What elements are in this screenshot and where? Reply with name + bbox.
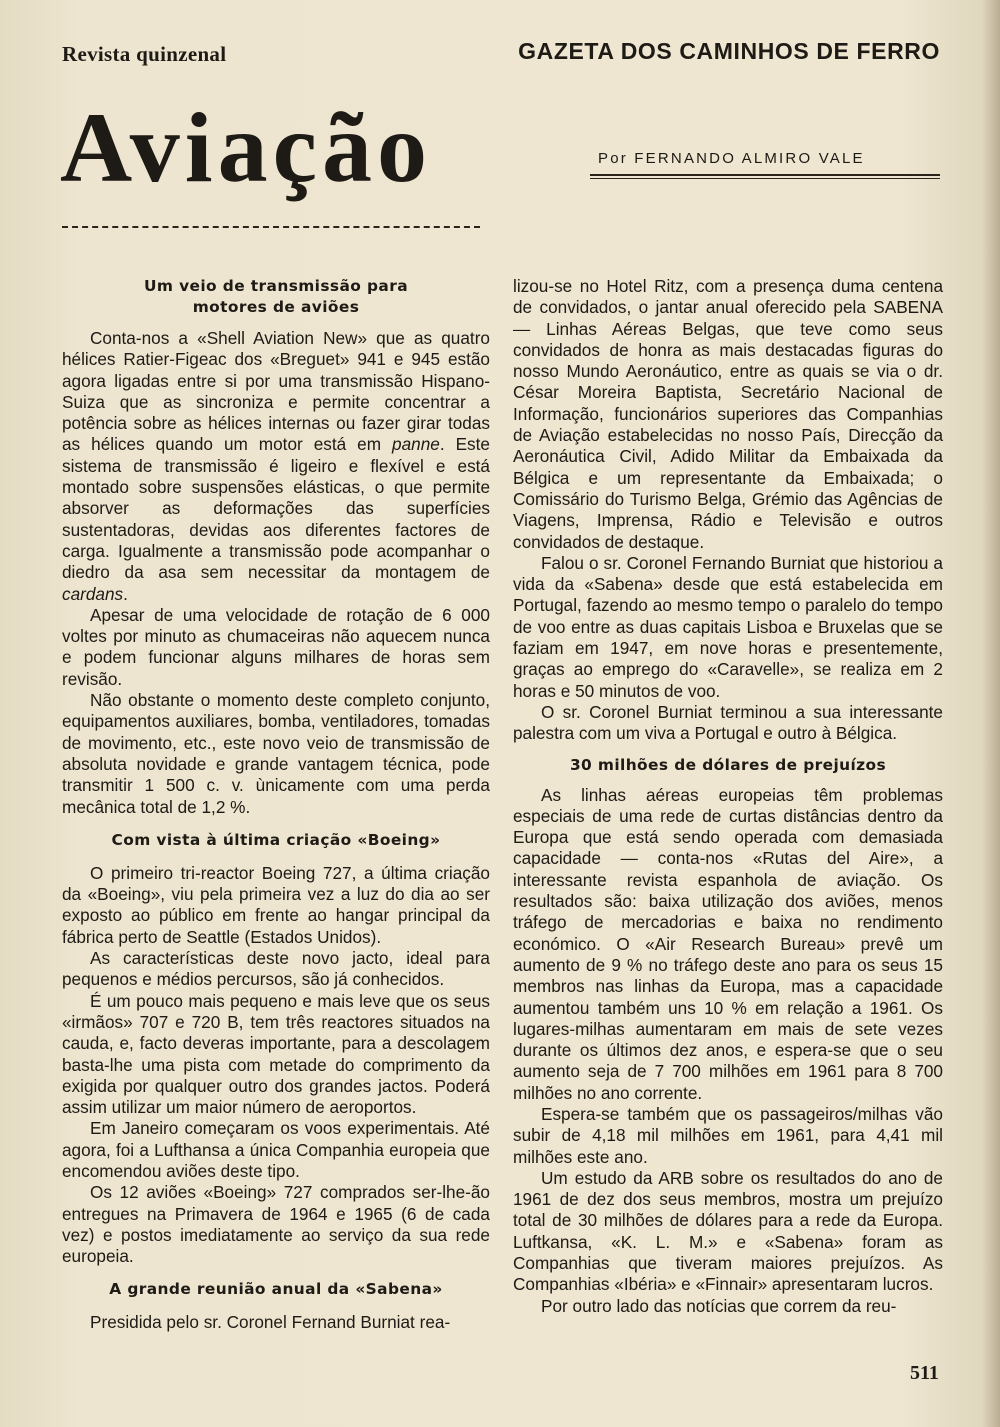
paragraph: Espera-se também que os passageiros/milhas vão subir de 4,18 mil milhões em 1961, para 4,41 mil milhões este ano. (513, 1103, 943, 1167)
section-heading-line: Um veio de transmissão para (144, 277, 408, 295)
paragraph: Falou o sr. Coronel Fernando Burniat que historiou a vida da «Sabena» desde que está estabelecida em Portugal, fazendo ao mesmo tempo o paralelo do tempo de voo entre as duas capitais Lisboa e Bruxelas que se faziam em 1947, em nove horas e presentemente, graças ao emprego do «Caravelle», se realiza em 2 horas e 50 minutos de voo. (513, 552, 943, 701)
paragraph: Um estudo da ARB sobre os resultados do ano de 1961 de dez dos seus membros, mostra um prejuízo total de 30 milhões de dólares para a rede da Europa. Luftkansa, «K. L. M.» e «Sabena» foram as Companhias que tiveram maiores prejuízos. As Companhias «Ibéria» e «Finnair» apresentaram lucros. (513, 1167, 943, 1295)
page-number: 511 (910, 1362, 939, 1384)
right-column (513, 276, 943, 1317)
section-heading-sabena: A grande reunião anual da «Sabena» (109, 1280, 443, 1299)
paragraph: O primeiro tri-reactor Boeing 727, a última criação da «Boeing», viu pela primeira vez a luz do dia ao ser exposto ao público em frente ao hangar principal da fábrica perto de Seattle (Estados Unidos). (62, 862, 490, 947)
article-title: Aviação (60, 92, 432, 203)
paragraph: Por outro lado das notícias que correm da reu- (541, 1295, 897, 1316)
article-byline: Por FERNANDO ALMIRO VALE (598, 150, 865, 167)
paragraph: Não obstante o momento deste completo conjunto, equipamentos auxiliares, bomba, ventiladores, tomadas de movimento, etc., este novo veio de transmissão de absoluta novidade e grande vantagem técnica, pode transmitir 1 500 c. v. ùnicamente com uma perda mecânica total de 1,2 %. (62, 690, 490, 817)
paragraph: Presidida pelo sr. Coronel Fernand Burniat rea- (90, 1312, 451, 1333)
paragraph: Apesar de uma velocidade de rotação de 6 000 voltes por minuto as chumaceiras não aquecem nunca e podem funcionar alguns milhares de horas sem revisão. (62, 604, 490, 689)
byline-rule (590, 174, 940, 176)
paragraph-text: . (123, 583, 128, 604)
emphasis-text: cardans (62, 583, 124, 604)
paragraph-continued: lizou-se no Hotel Ritz, com a presença duma centena de convidados, o jantar anual oferecido pela SABENA — Linhas Aéreas Belgas, que teve como seus convidados de honra as mais destacadas figuras do nosso Mundo Aeronáutico, entre as quais se via o dr. César Moreira Baptista, Secretário Nacional de Informação, funcionários superiores das Companhias de Aviação estabelecidas no nosso País, Direcção da Aeronáutica Civil, Adido Militar da Embaixada da Bélgica e um representante da Embaixada; o Comissário do Turismo Belga, Grémio das Agências de Viagens, Imprensa, Rádio e Televisão e outros convidados de destaque. (513, 276, 943, 552)
title-underline-rule (62, 226, 480, 228)
section-heading-boeing: Com vista à última criação «Boeing» (111, 830, 441, 849)
paragraph: As características deste novo jacto, ideal para pequenos e médios percursos, são já conhecidos. (62, 948, 490, 990)
page-spine-shadow (982, 0, 1000, 1427)
paragraph: Em Janeiro começaram os voos experimentais. Até agora, foi a Lufthansa a única Companhia europeia que encomendou aviões deste tipo. (62, 1118, 490, 1181)
header-publication-title: GAZETA DOS CAMINHOS DE FERRO (518, 38, 940, 64)
header-periodicity: Revista quinzenal (62, 42, 227, 66)
paragraph: Os 12 aviões «Boeing» 727 comprados ser-lhe-ão entregues na Primavera de 1964 e 1965 (6 de cada vez) e postos imediatamente ao serviço da sua rede europeia. (62, 1182, 490, 1267)
paragraph-text: . Este sistema de transmissão é ligeiro e flexível e está montado sobre suspensões elásticas, o que permite absorver as deformações das superfícies sustentadoras, devidas aos diferentes factores de carga. Igualmente a transmissão pode acompanhar o diedro da asa sem necessitar da montagem de (62, 434, 490, 583)
section-heading-transmission (92, 276, 460, 318)
paragraph: O sr. Coronel Burniat terminou a sua interessante palestra com um viva a Portugal e outro à Bélgica. (513, 701, 943, 744)
paragraph-text: Conta-nos a «Shell Aviation New» que as quatro hélices Ratier-Figeac dos «Breguet» 941 e 945 estão agora ligadas entre si por uma transmissão Hispano-Suiza que as sincroniza e permite concentrar a potência sobre as hélices internas ou fazer girar todas as hélices quando um motor está em (62, 328, 490, 455)
byline-rule-thin (590, 178, 940, 179)
section-heading-line: motores de aviões (192, 298, 360, 316)
paragraph (62, 328, 490, 605)
paragraph: As linhas aéreas europeias têm problemas especiais de uma rede de curtas distâncias dentro da Europa que está sendo operada com demasiada capacidade — conta-nos «Rutas del Aire», a interessante revista espanhola de aviação. Os resultados são: baixa utilização dos aviões, menos tráfego de mercadorias e baixa no rendimento económico. O «Air Research Bureau» prevê um aumento de 9 % no tráfego deste ano para os seus 15 membros nas linhas da Europa, mas a capacidade aumentou também uns 10 % em relação a 1961. Os lugares-milhas aumentaram em mais de sete vezes durante os últimos dez anos, e espera-se que o seu aumento seja de 7 700 milhões em 1961 para 8 700 milhões no ano corrente. (513, 784, 943, 1103)
emphasis-text: panne (392, 434, 440, 455)
paragraph: É um pouco mais pequeno e mais leve que os seus «irmãos» 707 e 720 B, tem três reactores situados na cauda, e, facto deveras importante, para a descolagem basta-lhe uma pista com metade do comprimento da exigida por qualquer outro dos grandes jactos. Poderá assim utilizar um maior número de aeroportos. (62, 990, 490, 1118)
left-column (62, 276, 490, 1334)
section-heading-losses: 30 milhões de dólares de prejuízos (569, 755, 887, 774)
